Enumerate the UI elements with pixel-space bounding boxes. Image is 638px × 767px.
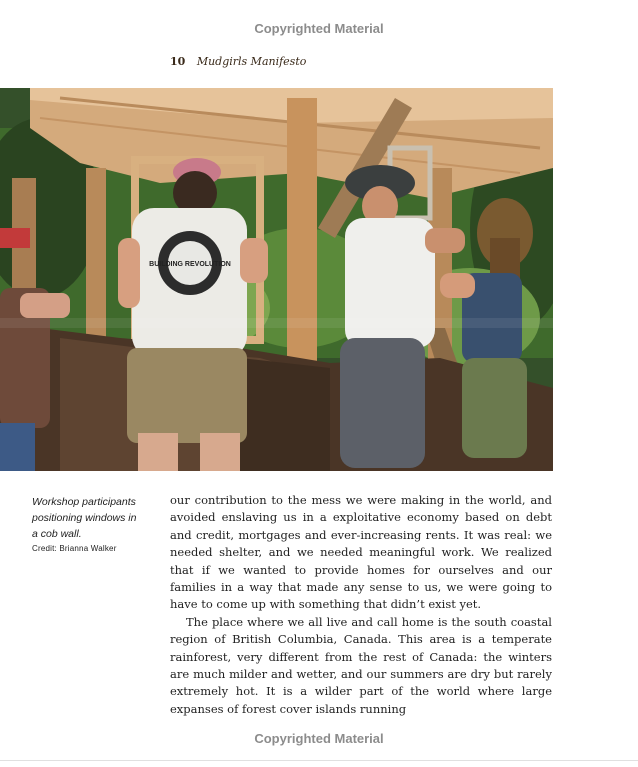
running-head: [170, 55, 306, 68]
page-number: 10: [170, 55, 186, 68]
caption-line-3: a cob wall.: [32, 528, 82, 540]
shirt-print: BUILDING REVOLUTION: [149, 261, 231, 268]
workshop-photo: [0, 88, 553, 471]
photo-credit: Credit: Brianna Walker: [32, 544, 117, 553]
copyright-watermark-top: Copyrighted Material: [254, 21, 384, 36]
paragraph: The place where we all live and call home is the south coastal region of British Columbia, Canada. This area is a temperate rainforest, very different from the rest of Canada: the winters are much milder and wetter, and our summers are dry but rarely extremely hot. It is a wilder part of the world where large expanses of forest cover islands running: [170, 614, 552, 716]
page-edge-rule: [0, 760, 638, 761]
copyright-watermark-bottom: Copyrighted Material: [254, 731, 384, 746]
body-text: [170, 492, 552, 718]
caption-line-1: Workshop participants: [32, 496, 136, 508]
photo-caption: [32, 494, 160, 556]
caption-line-2: positioning windows in: [32, 512, 137, 524]
paragraph: our contribution to the mess we were making in the world, and avoided enslaving us in a exploitative economy based on debt and credit, mortgages and ever-increasing rents. It was real: we needed shelter, and we needed meaningful work. We realized that if we wanted to provide homes for ourselves and our families in a way that made any sense to us, we were going to have to come up with something that didn’t exist yet.: [170, 493, 552, 612]
book-title: Mudgirls Manifesto: [196, 55, 307, 68]
